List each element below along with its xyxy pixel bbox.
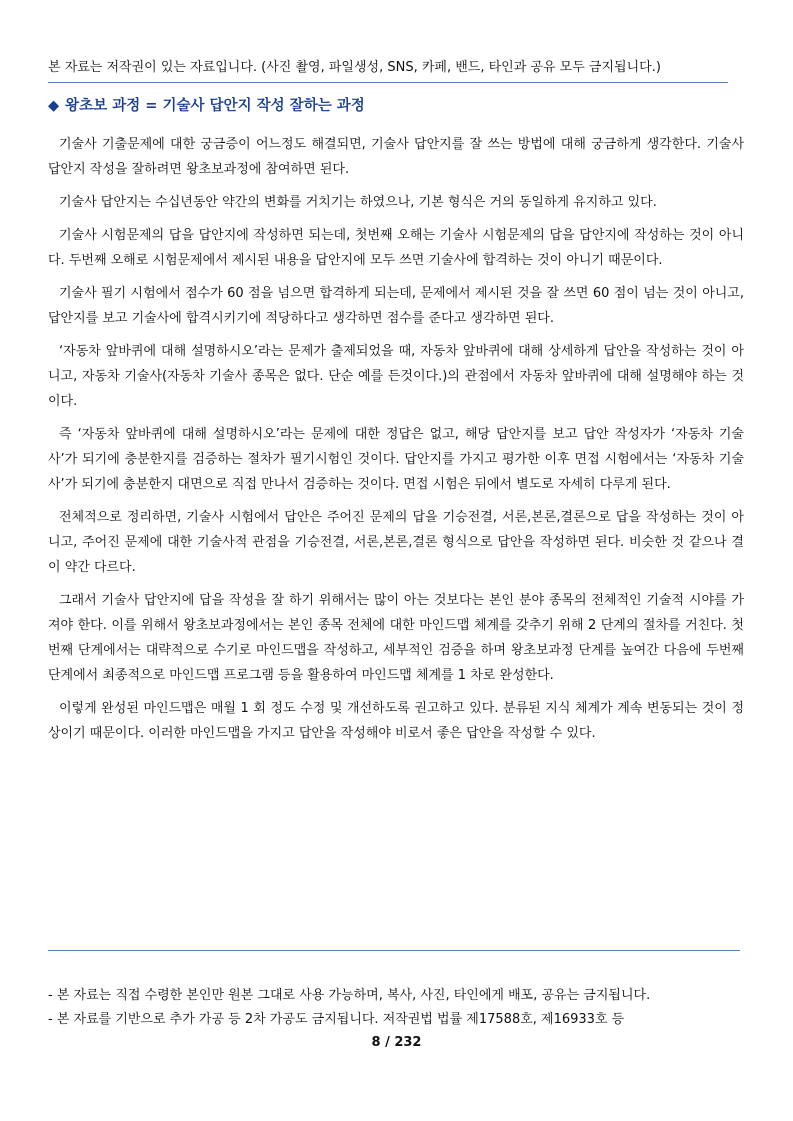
section-title-text: 왕초보 과정 = 기술사 답안지 작성 잘하는 과정 — [65, 98, 365, 114]
paragraph: ‘자동차 앞바퀴에 대해 설명하시오’라는 문제가 출제되었을 때, 자동차 앞바퀴에 대해 상세하게 답안을 작성하는 것이 아니고, 자동차 기술사(자동차 기술사 종목은 없다. 단순 예를 든것이다.)의 관점에서 자동차 앞바퀴에 대해 설명해야 하는 것이다. — [48, 344, 744, 409]
footer-note: - 본 자료는 직접 수령한 본인만 원본 그대로 사용 가능하며, 복사, 사진, 타인에게 배포, 공유는 금지됩니다. — [48, 988, 651, 1003]
paragraph: 이렇게 완성된 마인드맵은 매월 1 회 정도 수정 및 개선하도록 권고하고 있다. 분류된 지식 체계가 계속 변동되는 것이 정상이기 때문이다. 이러한 마인드맵을 가지고 답안을 작성해야 비로서 좋은 답안을 작성할 수 있다. — [48, 701, 744, 741]
diamond-bullet-icon: ◆ — [48, 98, 60, 114]
paragraph: 기술사 시험문제의 답을 답안지에 작성하면 되는데, 첫번째 오해는 기술사 시험문제의 답을 답안지에 작성하는 것이 아니다. 두번째 오해로 시험문제에서 제시된 내용을 답안지에 모두 쓰면 기술사에 합격하는 것이 아니기 때문이다. — [48, 228, 744, 268]
paragraph: 기술사 답안지는 수십년동안 약간의 변화를 거치기는 하였으나, 기본 형식은 거의 동일하게 유지하고 있다. — [59, 195, 657, 210]
footer-note: - 본 자료를 기반으로 추가 가공 등 2차 가공도 금지됩니다. 저작권법 법률 제17588호, 제16933호 등 — [48, 1012, 625, 1027]
paragraph: 기술사 기출문제에 대한 궁금증이 어느정도 해결되면, 기술사 답안지를 잘 쓰는 방법에 대해 궁금하게 생각한다. 기술사 답안지 작성을 잘하려면 왕초보과정에 참여하면 된다. — [48, 137, 744, 177]
paragraph: 전체적으로 정리하면, 기술사 시험에서 답안은 주어진 문제의 답을 기승전결, 서론,본론,결론으로 답을 작성하는 것이 아니고, 주어진 문제에 대한 기술사적 관점을 기승전결, 서론,본론,결론 형식으로 답안을 작성하면 된다. 비슷한 것 같으나 결이 약간 다르다. — [48, 510, 744, 575]
page-number: 8 / 232 — [371, 1035, 422, 1050]
header-divider — [48, 82, 728, 83]
section-heading — [48, 96, 738, 116]
paragraph: 기술사 필기 시험에서 점수가 60 점을 넘으면 합격하게 되는데, 문제에서 제시된 것을 잘 쓰면 60 점이 넘는 것이 아니고, 답안지를 보고 기술사에 합격시키기에 적당하다고 생각하면 점수를 준다고 생각하면 된다. — [48, 286, 744, 326]
paragraph: 그래서 기술사 답안지에 답을 작성을 잘 하기 위해서는 많이 아는 것보다는 본인 분야 종목의 전체적인 기술적 시야를 가져야 한다. 이를 위해서 왕초보과정에서는 본인 종목 전체에 대한 마인드맵 체계를 갖추기 위해 2 단계의 절차를 거친다. 첫번째 단계에서는 대략적으로 수기로 마인드맵을 작성하고, 세부적인 검증을 하며 왕초보과정 단계를 높여간 다음에 두번째 단계에서 최종적으로 마인드맵 프로그램 등을 활용하여 마인드맵 체계를 1 차로 완성한다. — [48, 593, 744, 683]
footer-divider — [48, 950, 740, 951]
body-text — [48, 132, 744, 754]
copyright-notice: 본 자료는 저작권이 있는 자료입니다. (사진 촬영, 파일생성, SNS, 카페, 밴드, 타인과 공유 모두 금지됩니다.) — [48, 60, 661, 75]
footer-notes — [48, 984, 748, 1032]
paragraph: 즉 ‘자동차 앞바퀴에 대해 설명하시오’라는 문제에 대한 정답은 없고, 해당 답안지를 보고 답안 작성자가 ‘자동차 기술사’가 되기에 충분한지를 검증하는 절차가 필기시험인 것이다. 답안지를 가지고 평가한 이후 면접 시험에서는 ‘자동차 기술사’가 되기에 충분한지 대면으로 직접 만나서 검증하는 것이다. 면접 시험은 뒤에서 별도로 자세히 다루게 된다. — [48, 427, 744, 492]
